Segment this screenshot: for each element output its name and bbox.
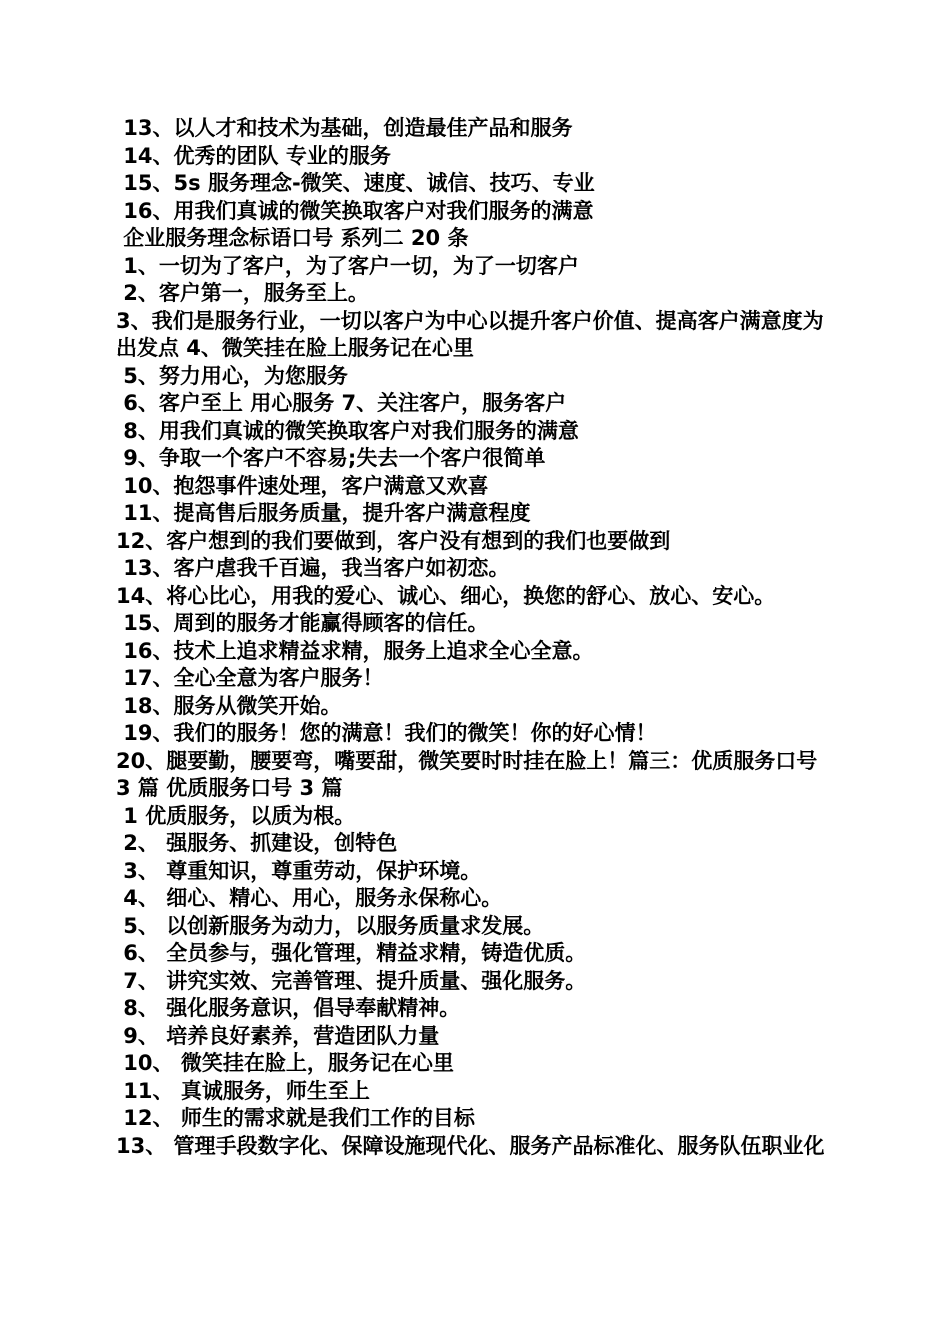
text-line: 3、我们是服务行业，一切以客户为中心以提升客户价值、提高客户满意度为出发点 4、微笑挂在脸上服务记在心里 (116, 308, 824, 360)
section-heading: 企业服务理念标语口号 系列二 20 条 (116, 226, 469, 250)
text-line: 15、周到的服务才能赢得顾客的信任。 (116, 611, 489, 635)
text-line: 19、我们的服务！您的满意！我们的微笑！你的好心情！ (116, 721, 657, 745)
text-line: 8、用我们真诚的微笑换取客户对我们服务的满意 (116, 418, 579, 443)
text-line: 10、抱怨事件速处理，客户满意又欢喜 (116, 473, 489, 498)
text-line: 16、用我们真诚的微笑换取客户对我们服务的满意 (116, 198, 594, 223)
text-line: 11、提高售后服务质量，提升客户满意程度 (116, 501, 531, 525)
text-line: 16、技术上追求精益求精，服务上追求全心全意。 (116, 638, 594, 663)
text-line: 13、以人才和技术为基础，创造最佳产品和服务 (116, 116, 573, 140)
text-line: 3、 尊重知识，尊重劳动，保护环境。 (116, 858, 482, 883)
text-line: 9、 培养良好素养，营造团队力量 (116, 1023, 440, 1048)
document-body (116, 115, 836, 1160)
text-line: 1 优质服务，以质为根。 (116, 803, 356, 828)
text-line: 18、服务从微笑开始。 (116, 693, 342, 718)
text-line: 10、 微笑挂在脸上，服务记在心里 (116, 1051, 454, 1075)
text-line: 8、 强化服务意识，倡导奉献精神。 (116, 996, 461, 1020)
text-line: 6、客户至上 用心服务 7、关注客户，服务客户 (116, 391, 567, 415)
text-line: 13、客户虐我千百遍，我当客户如初恋。 (116, 556, 510, 580)
text-line: 5、 以创新服务为动力，以服务质量求发展。 (116, 913, 545, 938)
text-line: 4、 细心、精心、用心，服务永保称心。 (116, 886, 503, 910)
text-line: 17、全心全意为客户服务！ (116, 666, 384, 690)
text-line: 20、腿要勤，腰要弯，嘴要甜，微笑要时时挂在脸上！篇三：优质服务口号 3 篇 优质服务口号 3 篇 (116, 748, 818, 800)
text-line: 5、努力用心，为您服务 (116, 363, 348, 388)
text-line: 9、争取一个客户不容易;失去一个客户很简单 (116, 446, 546, 470)
text-line: 11、 真诚服务，师生至上 (116, 1078, 370, 1103)
text-line: 13、 管理手段数字化、保障设施现代化、服务产品标准化、服务队伍职业化 (116, 1133, 825, 1158)
text-line: 14、优秀的团队 专业的服务 (116, 143, 391, 168)
text-line: 14、将心比心，用我的爱心、诚心、细心，换您的舒心、放心、安心。 (116, 583, 776, 608)
text-line: 7、 讲究实效、完善管理、提升质量、强化服务。 (116, 968, 587, 993)
text-line: 12、 师生的需求就是我们工作的目标 (116, 1106, 475, 1130)
text-line: 2、 强服务、抓建设，创特色 (116, 831, 398, 855)
text-line: 12、客户想到的我们要做到，客户没有想到的我们也要做到 (116, 528, 671, 553)
text-line: 1、一切为了客户，为了客户一切，为了一切客户 (116, 253, 579, 278)
text-line: 2、客户第一，服务至上。 (116, 281, 369, 305)
text-line: 6、 全员参与，强化管理，精益求精，铸造优质。 (116, 941, 587, 965)
text-line: 15、5s 服务理念-微笑、速度、诚信、技巧、专业 (116, 171, 595, 195)
